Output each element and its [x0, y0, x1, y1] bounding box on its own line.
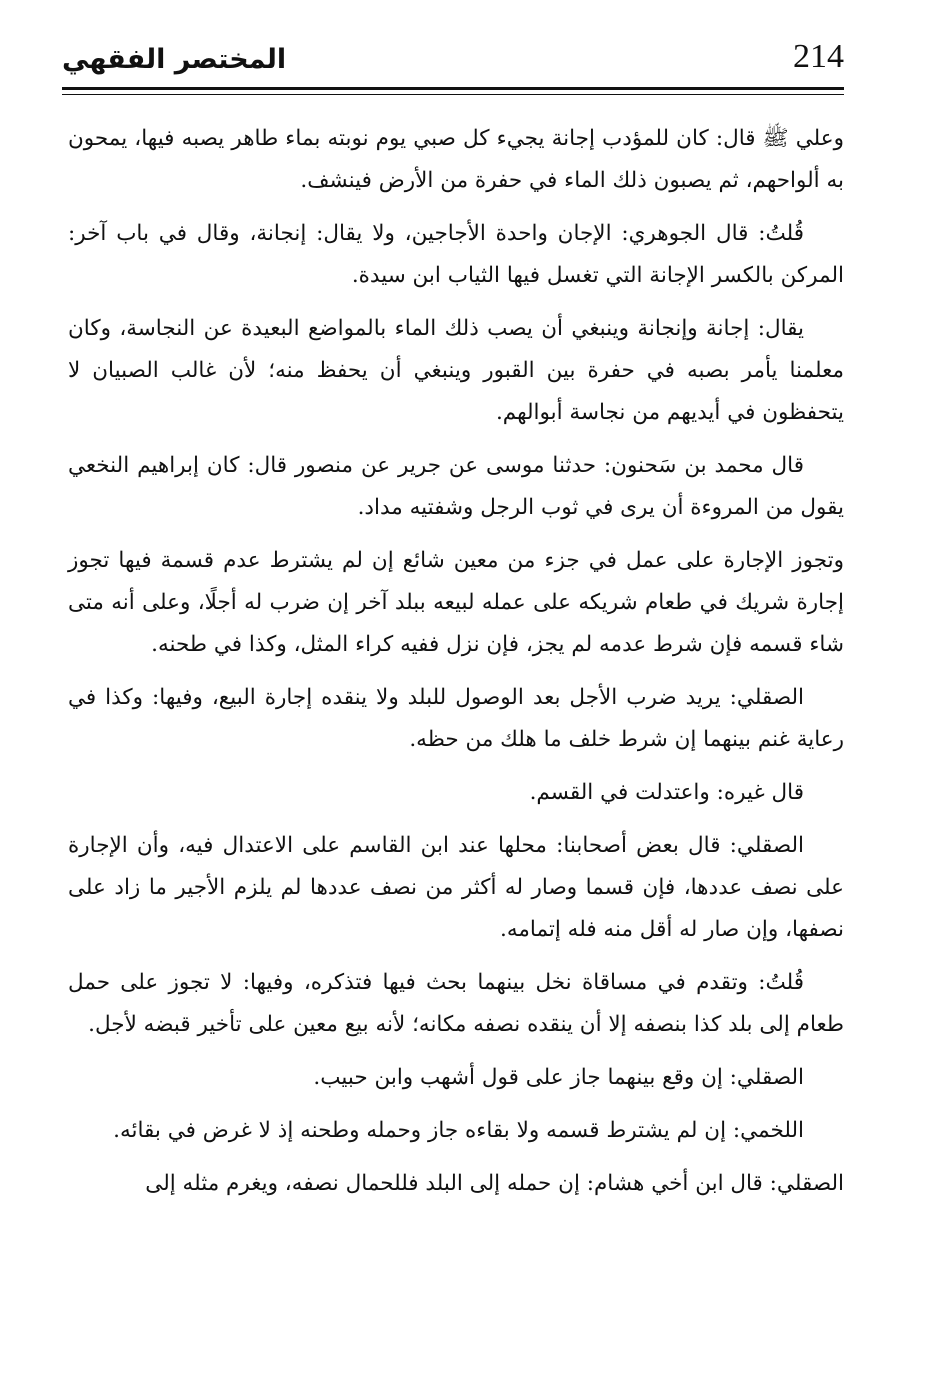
- paragraph-11: اللخمي: إن لم يشترط قسمه ولا بقاءه جاز وحمله وطحنه إذ لا غرض في بقائه.: [113, 1118, 804, 1143]
- paragraph-8: الصقلي: قال بعض أصحابنا: محلها عند ابن القاسم على الاعتدال فيه، وأن الإجارة على نصف عددها، فإن قسما وصار له أكثر من نصف عددها لم يلزم الأجير ما زاد على نصفها، وإن صار له أقل منه فله إتمامه.: [68, 833, 844, 942]
- paragraph-12: الصقلي: قال ابن أخي هشام: إن حمله إلى البلد فللحمال نصفه، ويغرم مثله إلى: [145, 1171, 844, 1196]
- paragraph-2: قُلتُ: قال الجوهري: الإجان واحدة الأجاجين، ولا يقال: إنجانة، وقال في باب آخر: المركن بالكسر الإجانة التي تغسل فيها الثياب ابن سيدة.: [68, 221, 844, 288]
- paragraph-4: قال محمد بن سَحنون: حدثنا موسى عن جرير عن منصور قال: كان إبراهيم النخعي يقول من المروءة أن يرى في ثوب الرجل وشفتيه مداد.: [68, 453, 844, 520]
- paragraph-3: يقال: إجانة وإنجانة وينبغي أن يصب ذلك الماء بالمواضع البعيدة عن النجاسة، وكان معلمنا يأمر بصبه في حفرة بين القبور وينبغي أن يحفظ منه؛ لأن غالب الصبيان لا يتحفظون في أيديهم من نجاسة أبوالهم.: [68, 316, 844, 425]
- header-rule-thick: [62, 87, 844, 90]
- paragraph-1: وعلي ﷺ قال: كان للمؤدب إجانة يجيء كل صبي يوم نوبته بماء طاهر يصبه فيها، يمحون به ألواحهم، ثم يصبون ذلك الماء في حفرة من الأرض فينشف.: [68, 126, 844, 193]
- paragraph-10: الصقلي: إن وقع بينهما جاز على قول أشهب وابن حبيب.: [313, 1065, 804, 1090]
- paragraph-7: قال غيره: واعتدلت في القسم.: [529, 780, 804, 805]
- page-number: 214: [793, 38, 844, 75]
- paragraph-5: وتجوز الإجارة على عمل في جزء من معين شائع إن لم يشترط عدم قسمة فيها تجوز إجارة شريك في طعام شريكه على عمله لبيعه ببلد آخر إن ضرب له أجلًا، وعلى أنه متى شاء قسمه فإن شرط عدمه لم يجز، فإن نزل ففيه كراء المثل، وكذا في طحنه.: [68, 548, 844, 657]
- page-header: [62, 34, 844, 88]
- page-body: [68, 118, 844, 1216]
- paragraph-6: الصقلي: يريد ضرب الأجل بعد الوصول للبلد ولا ينقده إجارة البيع، وفيها: وكذا في رعاية غنم بينهما إن شرط خلف ما هلك من حظه.: [68, 685, 844, 752]
- book-title: المختصر الفقهي: [62, 44, 287, 75]
- paragraph-9: قُلتُ: وتقدم في مساقاة نخل بينهما بحث فيها فتذكره، وفيها: لا تجوز على حمل طعام إلى بلد كذا بنصفه إلا أن ينقده نصفه مكانه؛ لأنه بيع معين على تأخير قبضه لأجل.: [68, 970, 844, 1037]
- header-rule-thin: [62, 94, 844, 95]
